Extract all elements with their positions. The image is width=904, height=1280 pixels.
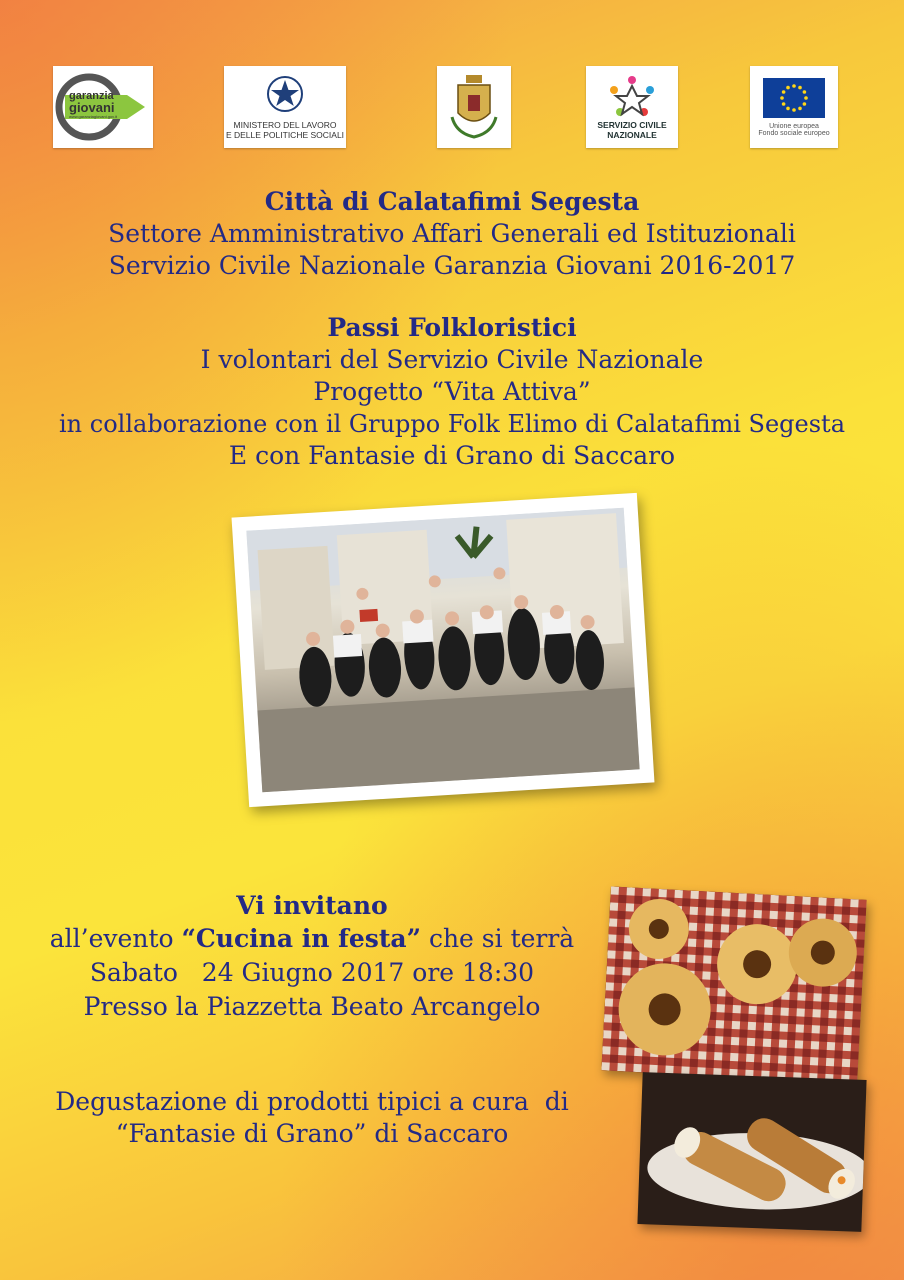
event-date: Sabato 24 Giugno 2017 ore 18:30 (89, 958, 535, 987)
intro-line3: in collaborazione con il Gruppo Folk Elimo di Calatafimi Segesta (59, 410, 845, 438)
ministero-line2: E DELLE POLITICHE SOCIALI (225, 130, 345, 140)
garanzia-line1: garanzia (69, 90, 114, 102)
event-place: Presso la Piazzetta Beato Arcangelo (83, 992, 541, 1021)
sunflower-pastries-image (601, 886, 866, 1083)
garanzia-url: www.garanziagiovani.gov.it (69, 114, 117, 119)
event-name: “Cucina in festa” (181, 924, 421, 953)
colored-star-people-icon (604, 74, 660, 120)
ministero-line1: MINISTERO DEL LAVORO (233, 120, 337, 130)
intro-line2: Progetto “Vita Attiva” (313, 377, 591, 406)
intro-title: Passi Folkloristici (327, 313, 577, 342)
eu-line2: Fondo sociale europeo (758, 129, 830, 137)
garanzia-line2: giovani (69, 100, 115, 115)
invite-title: Vi invitano (236, 891, 388, 920)
invite-block (0, 890, 624, 1024)
event-suffix: che si terrà (428, 924, 575, 953)
group-photo (232, 493, 655, 807)
italian-emblem-icon (265, 74, 305, 114)
tasting-line2: “Fantasie di Grano” di Saccaro (115, 1119, 509, 1148)
city-title: Città di Calatafimi Segesta (264, 187, 640, 216)
folk-group-photo-image (246, 508, 639, 793)
intro-line1: I volontari del Servizio Civile Nazionale (200, 345, 704, 374)
city-crest-icon (446, 71, 502, 143)
intro-line4: E con Fantasie di Grano di Saccaro (228, 441, 676, 470)
tasting-block (0, 1086, 624, 1150)
servizio-civile-logo (586, 66, 678, 148)
tasting-line1: Degustazione di prodotti tipici a cura di (55, 1087, 569, 1116)
comune-calatafimi-crest (437, 66, 511, 148)
eu-line1: Unione europea (769, 122, 819, 130)
program-line: Servizio Civile Nazionale Garanzia Giovani 2016-2017 (108, 251, 796, 280)
servizio-line2: NAZIONALE (607, 130, 657, 140)
garanzia-giovani-logo (53, 66, 153, 148)
cannoli-image (637, 1072, 866, 1232)
sector-line: Settore Amministrativo Affari Generali ed Istituzionali (108, 219, 796, 248)
intro-block (0, 312, 904, 472)
unione-europea-logo (750, 66, 838, 148)
cannoli-photo (637, 1072, 866, 1232)
event-line (0, 922, 624, 956)
event-prefix: all’evento (49, 924, 174, 953)
pastry-photo (601, 886, 866, 1083)
servizio-line1: SERVIZIO CIVILE (597, 120, 667, 130)
header-block (0, 186, 904, 282)
ministero-lavoro-logo (224, 66, 346, 148)
eu-flag-icon (763, 78, 825, 118)
